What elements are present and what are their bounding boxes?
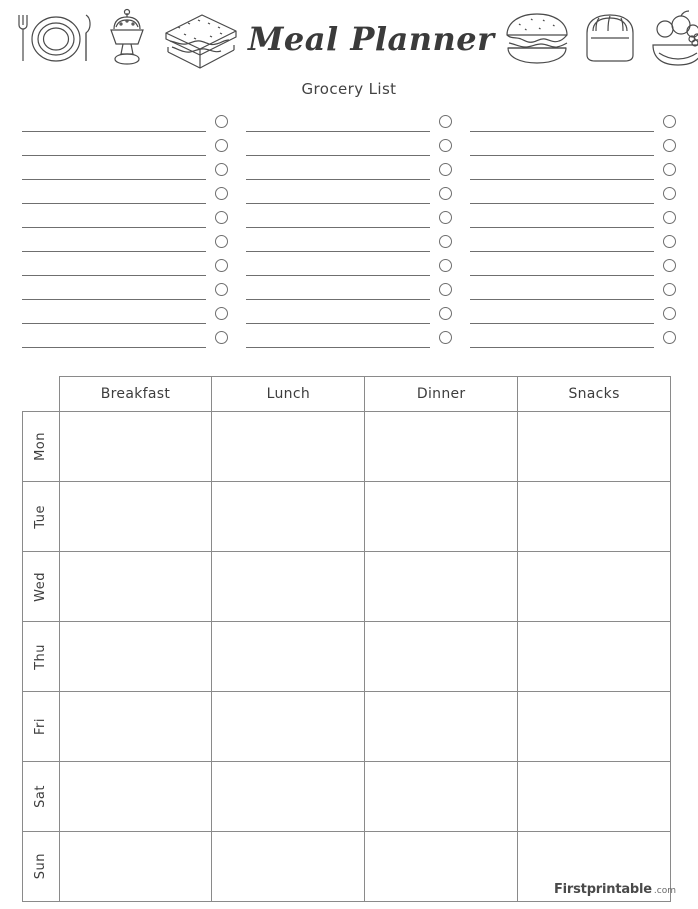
meal-cell[interactable] bbox=[365, 482, 518, 552]
grocery-write-line[interactable] bbox=[246, 306, 430, 324]
grocery-write-line[interactable] bbox=[246, 258, 430, 276]
meal-cell[interactable] bbox=[518, 482, 671, 552]
grocery-row[interactable] bbox=[22, 108, 228, 132]
grocery-row[interactable] bbox=[246, 204, 452, 228]
burger-icon bbox=[501, 7, 573, 71]
grocery-checkbox[interactable] bbox=[215, 211, 228, 224]
grocery-row[interactable] bbox=[470, 300, 676, 324]
grocery-write-line[interactable] bbox=[246, 210, 430, 228]
meal-table-corner bbox=[23, 377, 60, 412]
grocery-write-line[interactable] bbox=[22, 186, 206, 204]
grocery-row[interactable] bbox=[22, 180, 228, 204]
grocery-checkbox[interactable] bbox=[215, 235, 228, 248]
day-cell-wed bbox=[23, 552, 60, 622]
grocery-checkbox[interactable] bbox=[663, 307, 676, 320]
grocery-checkbox[interactable] bbox=[663, 139, 676, 152]
grocery-row[interactable] bbox=[470, 156, 676, 180]
day-label: Wed bbox=[33, 571, 49, 602]
grocery-row[interactable] bbox=[22, 156, 228, 180]
grocery-checkbox[interactable] bbox=[215, 139, 228, 152]
grocery-column-2 bbox=[246, 108, 452, 348]
header-icons-left bbox=[10, 7, 242, 71]
meal-cell[interactable] bbox=[59, 552, 212, 622]
grocery-row[interactable] bbox=[246, 180, 452, 204]
day-cell-tue bbox=[23, 482, 60, 552]
meal-cell[interactable] bbox=[212, 412, 365, 482]
meal-cell[interactable] bbox=[212, 622, 365, 692]
grocery-write-line[interactable] bbox=[246, 234, 430, 252]
grocery-checkbox[interactable] bbox=[439, 187, 452, 200]
grocery-write-line[interactable] bbox=[470, 210, 654, 228]
meal-cell[interactable] bbox=[212, 832, 365, 902]
grocery-row[interactable] bbox=[470, 204, 676, 228]
meal-cell[interactable] bbox=[365, 552, 518, 622]
grocery-row[interactable] bbox=[246, 324, 452, 348]
meal-cell[interactable] bbox=[212, 692, 365, 762]
day-label: Thu bbox=[33, 643, 49, 670]
table-row bbox=[23, 482, 671, 552]
grocery-row[interactable] bbox=[22, 228, 228, 252]
meal-cell[interactable] bbox=[59, 762, 212, 832]
grocery-write-line[interactable] bbox=[246, 282, 430, 300]
day-cell-mon bbox=[23, 412, 60, 482]
grocery-write-line[interactable] bbox=[22, 282, 206, 300]
grocery-checkbox[interactable] bbox=[663, 115, 676, 128]
grocery-row[interactable] bbox=[470, 324, 676, 348]
meal-table-header-row bbox=[23, 377, 671, 412]
meal-cell[interactable] bbox=[365, 832, 518, 902]
grocery-checkbox[interactable] bbox=[215, 283, 228, 296]
grocery-write-line[interactable] bbox=[22, 258, 206, 276]
meal-cell[interactable] bbox=[59, 482, 212, 552]
grocery-checkbox[interactable] bbox=[663, 235, 676, 248]
grocery-write-line[interactable] bbox=[246, 330, 430, 348]
grocery-checkbox[interactable] bbox=[215, 331, 228, 344]
grocery-write-line[interactable] bbox=[470, 162, 654, 180]
meal-cell[interactable] bbox=[59, 412, 212, 482]
footer-tld: .com bbox=[653, 886, 676, 896]
day-label: Sun bbox=[33, 853, 49, 880]
sandwich-icon bbox=[158, 7, 242, 71]
grocery-column-3 bbox=[470, 108, 676, 348]
grocery-write-line[interactable] bbox=[22, 330, 206, 348]
grocery-checkbox[interactable] bbox=[663, 331, 676, 344]
grocery-checkbox[interactable] bbox=[439, 235, 452, 248]
day-label: Mon bbox=[33, 432, 49, 461]
grocery-row[interactable] bbox=[246, 108, 452, 132]
grocery-checkbox[interactable] bbox=[215, 187, 228, 200]
grocery-row[interactable] bbox=[470, 252, 676, 276]
table-row bbox=[23, 692, 671, 762]
bread-loaf-icon bbox=[579, 7, 641, 71]
meal-cell[interactable] bbox=[518, 692, 671, 762]
grocery-row[interactable] bbox=[22, 132, 228, 156]
meal-table-column-lunch: Lunch bbox=[212, 377, 365, 412]
grocery-write-line[interactable] bbox=[470, 186, 654, 204]
grocery-row[interactable] bbox=[246, 276, 452, 300]
fruit-bowl-icon bbox=[647, 7, 698, 71]
grocery-write-line[interactable] bbox=[246, 138, 430, 156]
grocery-write-line[interactable] bbox=[246, 162, 430, 180]
meal-table-column-dinner: Dinner bbox=[365, 377, 518, 412]
meal-table-column-snacks: Snacks bbox=[518, 377, 671, 412]
meal-table-column-breakfast: Breakfast bbox=[59, 377, 212, 412]
grocery-row[interactable] bbox=[22, 276, 228, 300]
grocery-row[interactable] bbox=[470, 132, 676, 156]
grocery-write-line[interactable] bbox=[22, 306, 206, 324]
page-header bbox=[0, 0, 698, 78]
grocery-write-line[interactable] bbox=[470, 234, 654, 252]
meal-cell[interactable] bbox=[212, 552, 365, 622]
day-label: Sat bbox=[33, 785, 49, 808]
grocery-checkbox[interactable] bbox=[439, 307, 452, 320]
day-cell-sat bbox=[23, 762, 60, 832]
footer-watermark bbox=[554, 882, 676, 897]
grocery-checkbox[interactable] bbox=[215, 115, 228, 128]
grocery-checkbox[interactable] bbox=[663, 259, 676, 272]
grocery-write-line[interactable] bbox=[22, 114, 206, 132]
grocery-checkbox[interactable] bbox=[215, 163, 228, 176]
table-row bbox=[23, 622, 671, 692]
grocery-row[interactable] bbox=[246, 300, 452, 324]
grocery-checkbox[interactable] bbox=[439, 259, 452, 272]
meal-cell[interactable] bbox=[365, 692, 518, 762]
meal-cell[interactable] bbox=[59, 692, 212, 762]
grocery-row[interactable] bbox=[246, 156, 452, 180]
grocery-row[interactable] bbox=[22, 300, 228, 324]
grocery-checkbox[interactable] bbox=[663, 163, 676, 176]
grocery-row[interactable] bbox=[246, 228, 452, 252]
grocery-write-line[interactable] bbox=[470, 258, 654, 276]
ice-cream-sundae-icon bbox=[102, 7, 152, 71]
day-cell-thu bbox=[23, 622, 60, 692]
grocery-write-line[interactable] bbox=[246, 114, 430, 132]
day-label: Tue bbox=[33, 504, 49, 529]
grocery-column-1 bbox=[22, 108, 228, 348]
grocery-row[interactable] bbox=[22, 204, 228, 228]
grocery-checkbox[interactable] bbox=[663, 211, 676, 224]
grocery-write-line[interactable] bbox=[470, 114, 654, 132]
grocery-checkbox[interactable] bbox=[663, 187, 676, 200]
meal-table-wrapper bbox=[0, 376, 698, 902]
grocery-write-line[interactable] bbox=[470, 306, 654, 324]
meal-cell[interactable] bbox=[59, 832, 212, 902]
meal-cell[interactable] bbox=[365, 622, 518, 692]
grocery-write-line[interactable] bbox=[470, 138, 654, 156]
grocery-write-line[interactable] bbox=[22, 210, 206, 228]
grocery-write-line[interactable] bbox=[22, 234, 206, 252]
grocery-row[interactable] bbox=[246, 132, 452, 156]
grocery-write-line[interactable] bbox=[246, 186, 430, 204]
meal-cell[interactable] bbox=[518, 552, 671, 622]
grocery-checkbox[interactable] bbox=[215, 307, 228, 320]
page-title: Meal Planner bbox=[248, 20, 495, 58]
grocery-list bbox=[0, 108, 698, 348]
day-cell-fri bbox=[23, 692, 60, 762]
grocery-write-line[interactable] bbox=[470, 282, 654, 300]
day-cell-sun bbox=[23, 832, 60, 902]
grocery-row[interactable] bbox=[470, 276, 676, 300]
grocery-row[interactable] bbox=[470, 228, 676, 252]
meal-cell[interactable] bbox=[212, 482, 365, 552]
meal-table bbox=[22, 376, 671, 902]
grocery-row[interactable] bbox=[22, 324, 228, 348]
meal-cell[interactable] bbox=[365, 762, 518, 832]
grocery-write-line[interactable] bbox=[470, 330, 654, 348]
meal-cell[interactable] bbox=[518, 412, 671, 482]
grocery-row[interactable] bbox=[470, 180, 676, 204]
footer-brand: Firstprintable bbox=[554, 882, 652, 897]
grocery-checkbox[interactable] bbox=[215, 259, 228, 272]
plate-cutlery-icon bbox=[10, 7, 96, 71]
grocery-row[interactable] bbox=[470, 108, 676, 132]
grocery-checkbox[interactable] bbox=[439, 115, 452, 128]
table-row bbox=[23, 552, 671, 622]
grocery-checkbox[interactable] bbox=[439, 211, 452, 224]
grocery-checkbox[interactable] bbox=[439, 139, 452, 152]
meal-cell[interactable] bbox=[59, 622, 212, 692]
meal-cell[interactable] bbox=[365, 412, 518, 482]
meal-cell[interactable] bbox=[518, 622, 671, 692]
header-icons-right bbox=[501, 7, 698, 71]
grocery-row[interactable] bbox=[246, 252, 452, 276]
day-label: Fri bbox=[33, 718, 49, 735]
table-row bbox=[23, 762, 671, 832]
grocery-write-line[interactable] bbox=[22, 162, 206, 180]
grocery-checkbox[interactable] bbox=[663, 283, 676, 296]
grocery-checkbox[interactable] bbox=[439, 331, 452, 344]
grocery-list-title: Grocery List bbox=[301, 80, 397, 98]
grocery-write-line[interactable] bbox=[22, 138, 206, 156]
meal-cell[interactable] bbox=[518, 762, 671, 832]
table-row bbox=[23, 412, 671, 482]
grocery-checkbox[interactable] bbox=[439, 163, 452, 176]
meal-cell[interactable] bbox=[212, 762, 365, 832]
grocery-checkbox[interactable] bbox=[439, 283, 452, 296]
grocery-row[interactable] bbox=[22, 252, 228, 276]
